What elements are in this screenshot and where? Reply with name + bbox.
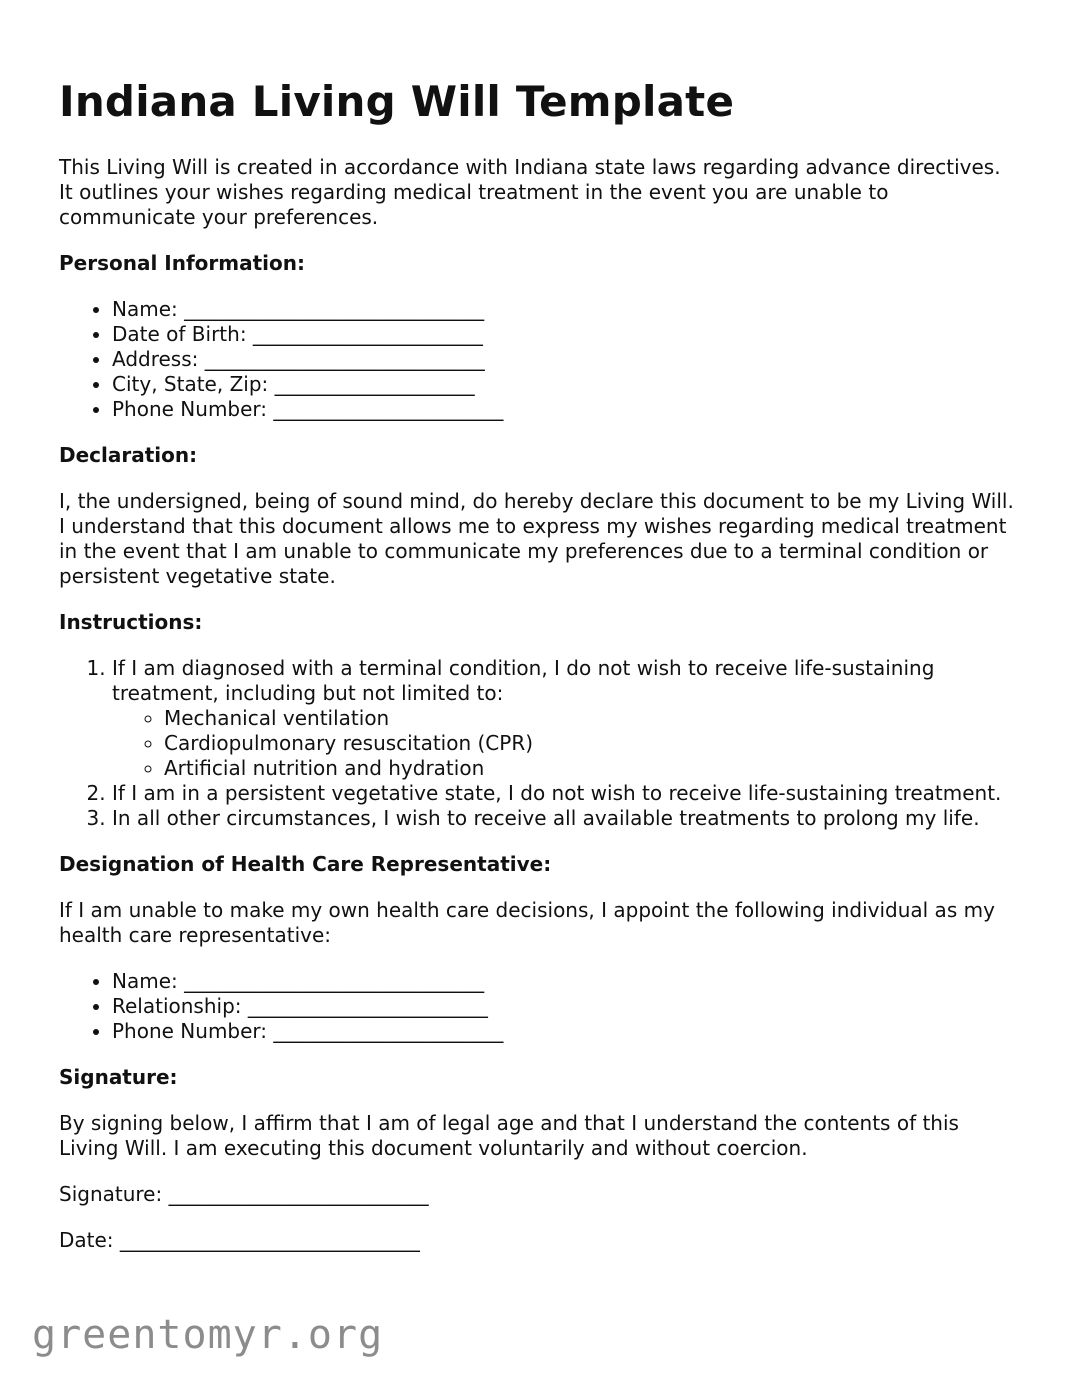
list-item: 2. If I am in a persistent vegetative state, I do not wish to receive life-sustaining treatment. [112, 781, 1019, 806]
list-item: ◦ Artificial nutrition and hydration [164, 756, 1019, 781]
treatment-sublist [112, 706, 1019, 781]
personal-info-list [59, 297, 1019, 422]
list-item: • Phone Number: _______________________ [112, 1019, 1019, 1044]
list-item [112, 656, 1019, 781]
representative-paragraph: If I am unable to make my own health care decisions, I appoint the following individual as my health care representative: [59, 898, 995, 947]
list-item: ◦ Cardiopulmonary resuscitation (CPR) [164, 731, 1019, 756]
list-item: • Relationship: ________________________ [112, 994, 1019, 1019]
list-item: • Phone Number: _______________________ [112, 397, 1019, 422]
document-page [59, 78, 1019, 1253]
signature-heading: Signature: [59, 1065, 178, 1089]
instructions-list [59, 656, 1019, 831]
list-item: • Address: ____________________________ [112, 347, 1019, 372]
instruction-text: If I am diagnosed with a terminal condition, I do not wish to receive life-sustaining treatment, including but not limited to: [112, 656, 935, 705]
representative-heading: Designation of Health Care Representative: [59, 852, 552, 876]
representative-list [59, 969, 1019, 1044]
list-item: • Date of Birth: _______________________ [112, 322, 1019, 347]
signature-line: Signature: __________________________ [59, 1182, 429, 1206]
list-item: • Name: ______________________________ [112, 969, 1019, 994]
watermark: greentomyr.org [32, 1312, 384, 1358]
list-item: ◦ Mechanical ventilation [164, 706, 1019, 731]
declaration-paragraph: I, the undersigned, being of sound mind, do hereby declare this document to be my Living Will. I understand that this document allows me to express my wishes regarding medical treatment in the event that I am unable to communicate my preferences due to a terminal condition or persistent vegetative state. [59, 489, 1014, 588]
personal-info-heading: Personal Information: [59, 251, 305, 275]
instructions-heading: Instructions: [59, 610, 203, 634]
page-title: Indiana Living Will Template [59, 77, 735, 126]
list-item: • Name: ______________________________ [112, 297, 1019, 322]
signature-paragraph: By signing below, I affirm that I am of legal age and that I understand the contents of this Living Will. I am executing this document voluntarily and without coercion. [59, 1111, 959, 1160]
declaration-heading: Declaration: [59, 443, 198, 467]
list-item: • City, State, Zip: ____________________ [112, 372, 1019, 397]
date-line: Date: ______________________________ [59, 1228, 420, 1252]
intro-paragraph: This Living Will is created in accordance with Indiana state laws regarding advance directives. It outlines your wishes regarding medical treatment in the event you are unable to communicate your preferences. [59, 155, 1001, 229]
list-item: 3. In all other circumstances, I wish to receive all available treatments to prolong my life. [112, 806, 1019, 831]
